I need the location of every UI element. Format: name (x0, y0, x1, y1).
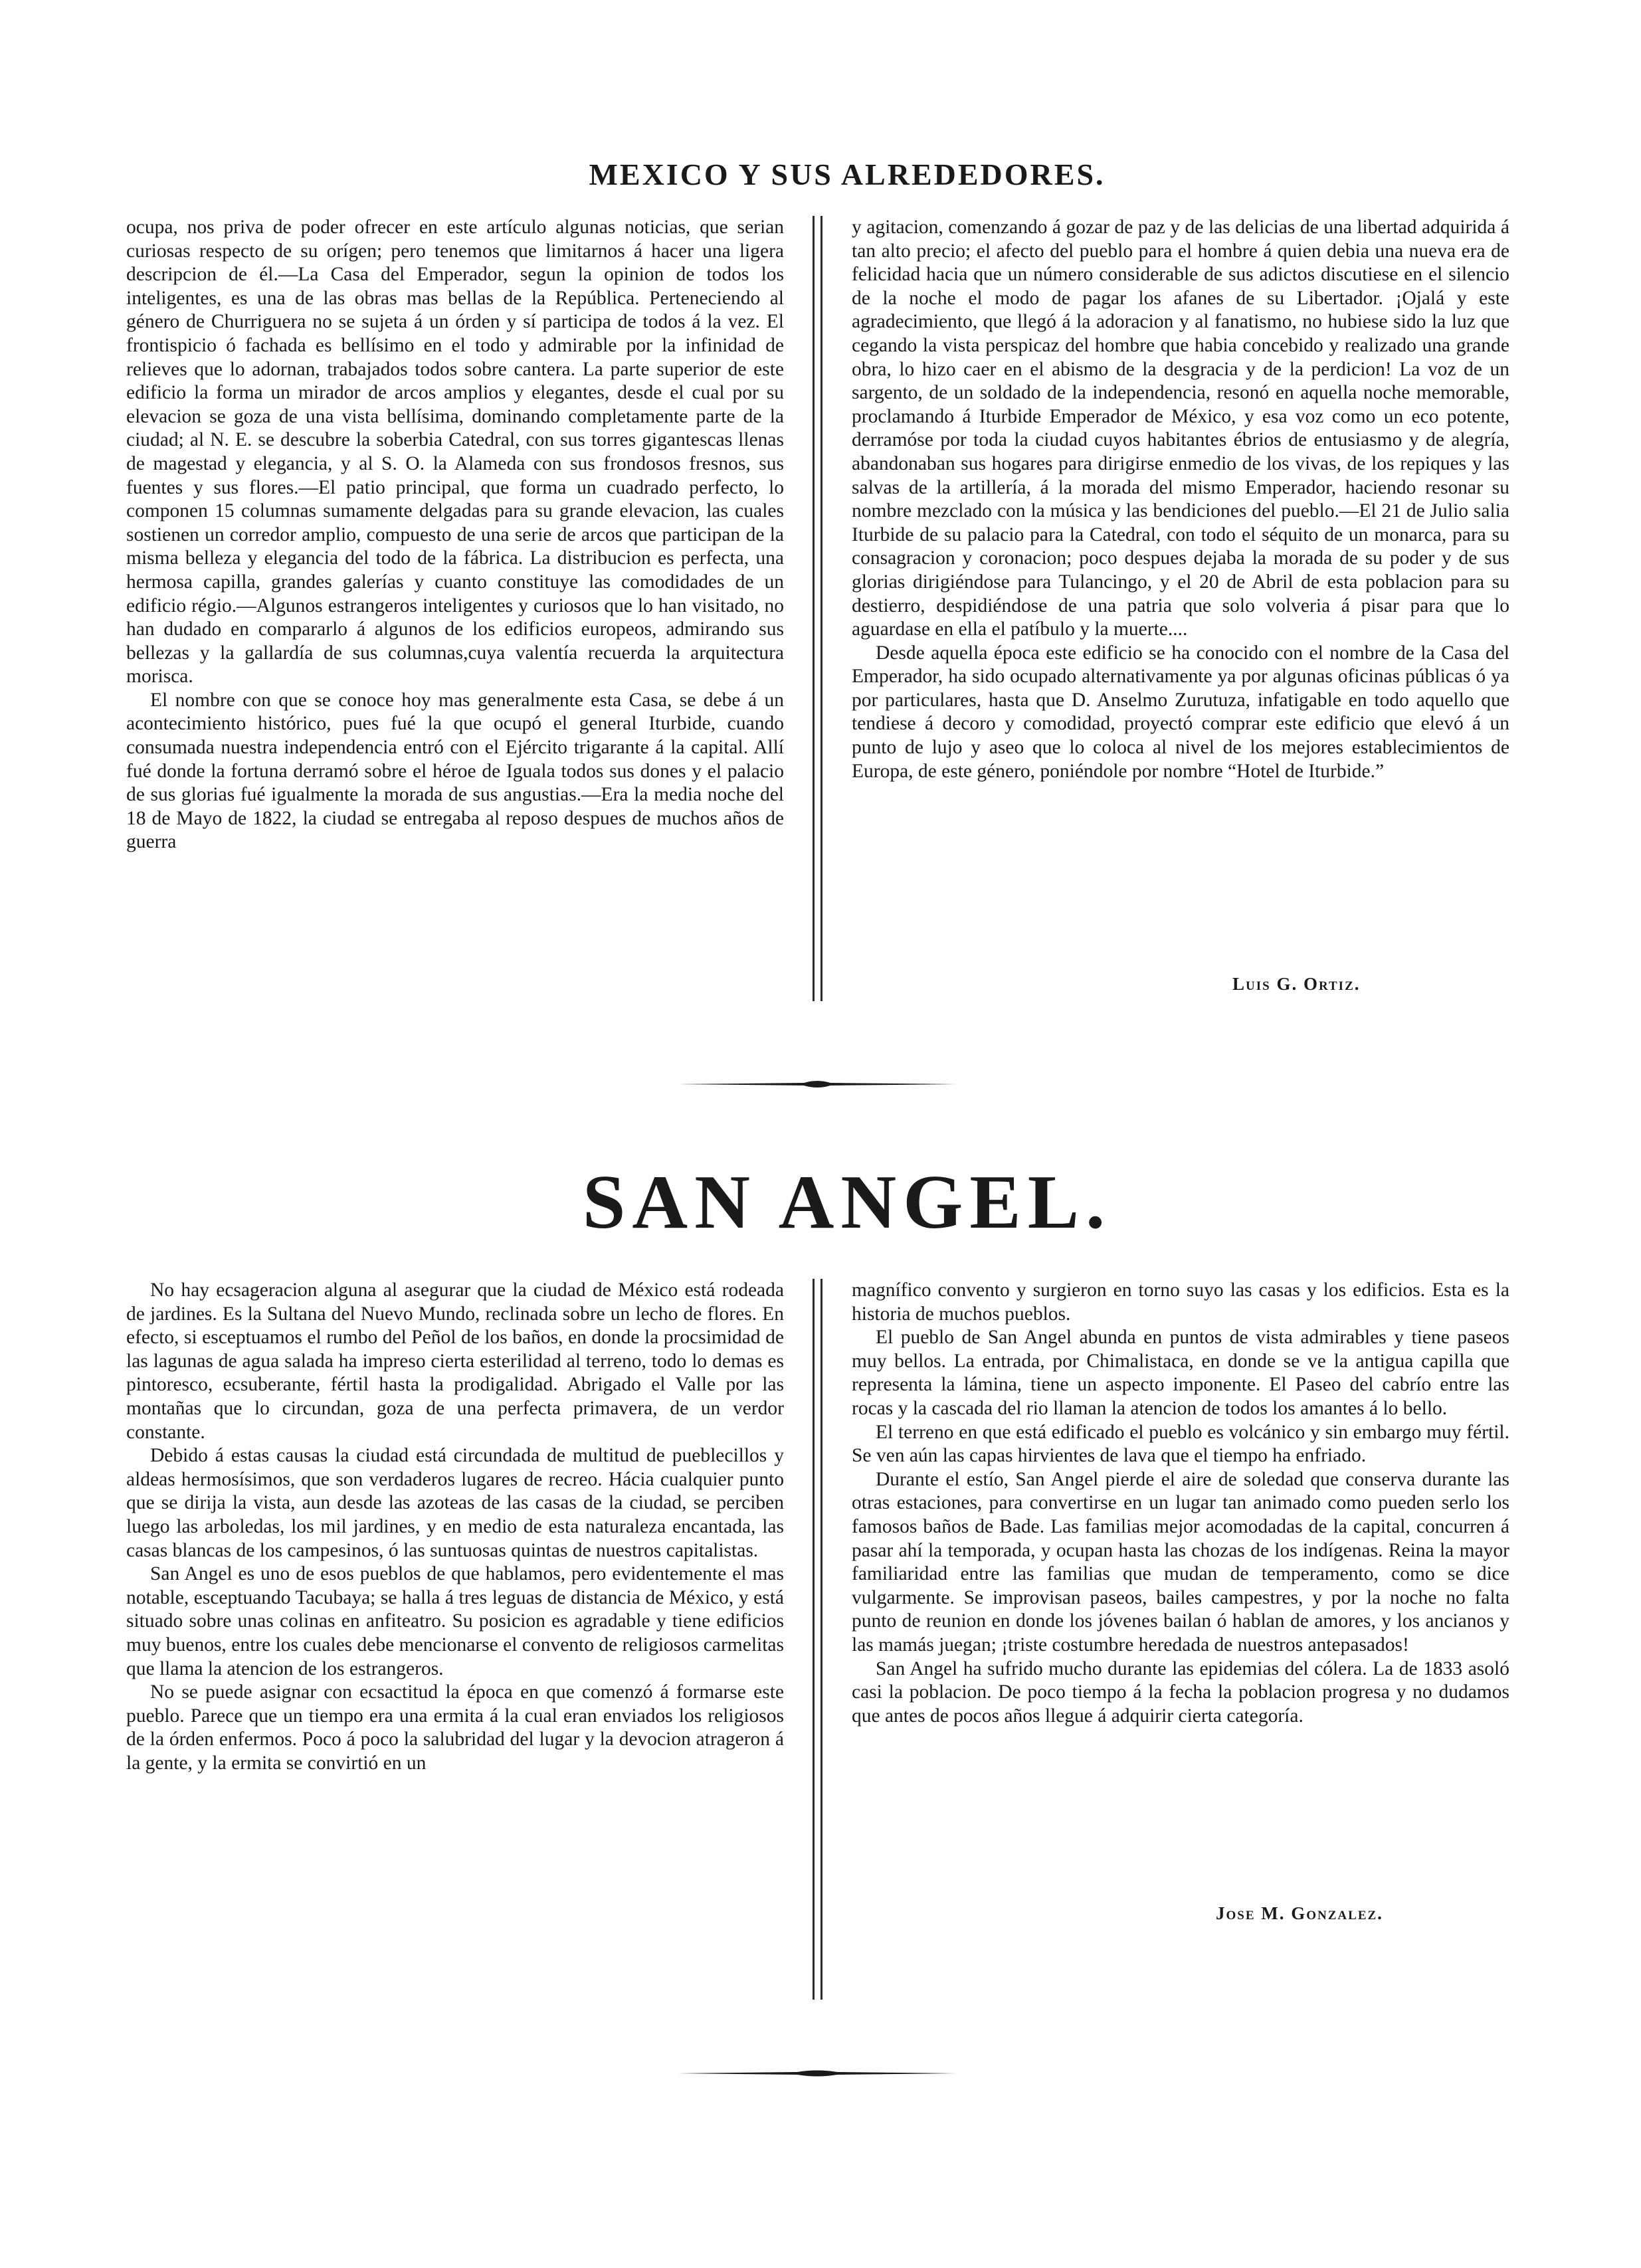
article2-right-paragraph: El terreno en que está edificado el pueblo es volcánico y sin embargo muy fértil. Se ven aún las capas hirvientes de lava que el tiempo ha enfriado. (852, 1421, 1509, 1467)
article2-signature: Jose M. Gonzalez. (1216, 1903, 1383, 1923)
ornament-divider (678, 1080, 957, 1088)
article2-right-paragraph: magnífico convento y surgieron en torno suyo las casas y los edificios. Esta es la historia de muchos pueblos. (852, 1279, 1509, 1325)
article2-left-paragraph: Debido á estas causas la ciudad está circundada de multitud de pueblecillos y aldeas hermosísimos, que son verdaderos lugares de recreo. Hácia cualquier punto que se dirija la vista, aun desde las azoteas de las casas de la ciudad, se perciben luego las arboledas, los mil jardines, y en medio de esta naturaleza encantada, las casas blancas de los campesinos, ó las suntuosas quintas de nuestros capitalistas. (126, 1445, 784, 1561)
article1-left-paragraph: El nombre con que se conoce hoy mas generalmente esta Casa, se debe á un acontecimiento histórico, pues fué la que ocupó el general Iturbide, cuando consumada nuestra independencia entró con el Ejército trigarante á la capital. Allí fué donde la fortuna derramó sobre el héroe de Iguala todos sus dones y el palacio de sus glorias fué igualmente la morada de sus angustias.—Era la media noche del 18 de Mayo de 1822, la ciudad se entregaba al reposo despues de muchos años de guerra (126, 689, 784, 853)
column-rule (813, 1279, 815, 2000)
ornament-divider (678, 2069, 957, 2077)
article-san-angel (126, 1279, 1508, 2000)
article2-right-paragraph: San Angel ha sufrido mucho durante las epidemias del cólera. La de 1833 asoló casi la poblacion. De poco tiempo á la fecha la poblacion progresa y no dudamos que antes de pocos años llegue á adquirir cierta categoría. (852, 1657, 1509, 1727)
article1-signature: Luis G. Ortiz. (1232, 974, 1361, 994)
article2-left-paragraph: No se puede asignar con ecsactitud la época en que comenzó á formarse este pueblo. Parece que un tiempo era una ermita á la cual eran enviados los religiosos de la órden enfermos. Poco á poco la salubridad del lugar y la devocion atrageron á la gente, y la ermita se convirtió en un (126, 1681, 784, 1774)
article1-right-paragraph: y agitacion, comenzando á gozar de paz y de las delicias de una libertad adquirida á tan alto precio; el afecto del pueblo para el hombre á quien debia una nueva era de felicidad hacia que un número considerable de sus adictos discutiese en el silencio de la noche el modo de pagar los afanes de su Libertador. ¡Ojalá y este agradecimiento, que llegó á la adoracion y al fanatismo, no hubiese sido la luz que cegando la vista perspicaz del hombre que habia concebido y realizado una grande obra, lo hizo caer en el abismo de la desgracia y de la perdicion! La voz de un sargento, de un soldado de la independencia, resonó en aquella noche memorable, proclamando á Iturbide Emperador de México, y esa voz como un eco potente, derramóse por toda la ciudad cuyos habitantes ébrios de entusiasmo y de alegría, abandonaban sus hogares para dirigirse enmedio de los vivas, de los repiques y las salvas de la artillería, á la morada del mismo Emperador, haciendo resonar su nombre mezclado con la música y las bendiciones del pueblo.—El 21 de Julio salia Iturbide de su palacio para la Catedral, con todo el séquito de un monarca, para su consagracion y coronacion; poco despues dejaba la morada de su poder y de sus glorias dirigiéndose para Tulancingo, y el 20 de Abril de esta poblacion para su destierro, despidiéndose de una patria que solo volveria á pisar para que lo aguardase en ella el patíbulo y la muerte.... (852, 217, 1509, 640)
running-head: MEXICO Y SUS ALREDEDORES. (589, 157, 1106, 191)
article2-left-paragraph: San Angel es uno de esos pueblos de que hablamos, pero evidentemente el mas notable, esceptuando Tacubaya; se halla á tres leguas de distancia de México, y está situado sobre unas colinas en anfiteatro. Su posicion es agradable y tiene edificios muy buenos, entre los cuales debe mencionarse el convento de religiosos carmelitas que llama la atencion de los estrangeros. (126, 1563, 784, 1679)
article-hotel-iturbide (126, 216, 1508, 1000)
article1-left-paragraph: ocupa, nos priva de poder ofrecer en este artículo algunas noticias, que serian curiosas respecto de su orígen; pero tenemos que limitarnos á hacer una ligera descripcion de él.—La Casa del Emperador, segun la opinion de todos los inteligentes, es una de las obras mas bellas de la República. Perteneciendo al género de Churriguera no se sujeta á un órden y sí participa de todos á la vez. El frontispicio ó fachada es bellísimo en el todo y admirable por la infinidad de relieves que lo adornan, trabajados todos sobre cantera. La parte superior de este edificio la forma un mirador de arcos amplios y elegantes, desde el cual por su elevacion se goza de una vista bellísima, dominando completamente parte de la ciudad; al N. E. se descubre la soberbia Catedral, con sus torres gigantescas llenas de magestad y elegancia, y al S. O. la Alameda con sus frondosos fresnos, sus fuentes y sus flores.—El patio principal, que forma un cuadrado perfecto, lo componen 15 columnas sumamente delgadas para su grande elevacion, las cuales sostienen un corredor amplio, compuesto de una serie de arcos que participan de la misma belleza y elegancia del todo de la fábrica. La distribucion es perfecta, una hermosa capilla, grandes galerías y cuanto constituye las comodidades de un edificio régio.—Algunos estrangeros inteligentes y curiosos que lo han visitado, no han dudado en compararlo á algunos de los edificios europeos, admirando sus bellezas y la gallardía de sus columnas,cuya valentía recuerda la arquitectura morisca. (126, 217, 784, 688)
article2-right-column (852, 1279, 1509, 1728)
article1-right-column (852, 216, 1509, 783)
article2-right-paragraph: Durante el estío, San Angel pierde el aire de soledad que conserva durante las otras estaciones, para convertirse en un lugar tan animado como pueden serlo los famosos baños de Bade. Las familias mejor acomodadas de la capital, concurren á pasar ahí la temporada, y ocupan hasta las chozas de los indígenas. Reina la mayor familiaridad entre las familias que mudan de temperamento, como se dice vulgarmente. Se improvisan paseos, bailes campestres, y por la noche no falta punto de reunion en donde los jóvenes bailan ó hablan de amores, y los ancianos y las mamás juegan; ¡triste costumbre heredada de nuestros antepasados! (852, 1468, 1509, 1655)
article1-right-paragraph: Desde aquella época este edificio se ha conocido con el nombre de la Casa del Emperador, ha sido ocupado alternativamente ya por algunas oficinas públicas ó ya por particulares, hasta que D. Anselmo Zurutuza, infatigable en todo aquello que tendiese á decoro y comodidad, proyectó comprar este edificio que elevó á un punto de lujo y aseo que lo coloca al nivel de los mejores establecimientos de Europa, de este género, poniéndole por nombre “Hotel de Iturbide.” (852, 642, 1509, 782)
column-rule (820, 216, 822, 1001)
article2-left-paragraph: No hay ecsageracion alguna al asegurar que la ciudad de México está rodeada de jardines. Es la Sultana del Nuevo Mundo, reclinada sobre un lecho de flores. En efecto, si esceptuamos el rumbo del Peñol de los baños, en donde la procsimidad de las lagunas de agua salada ha impreso cierta esterilidad al terreno, todo lo demas es pintoresco, ecsuberante, fértil hasta la prodigalidad. Abrigado el Valle por las montañas que lo circundan, goza de una perfecta primavera, de un verdor constante. (126, 1279, 784, 1443)
article2-right-paragraph: El pueblo de San Angel abunda en puntos de vista admirables y tiene paseos muy bellos. La entrada, por Chimalistaca, en donde se ve la antigua capilla que representa la lámina, tiene un aspecto imponente. El Paseo del cabrío entre las rocas y la cascada del rio llaman la atencion de todos los amantes á lo bello. (852, 1327, 1509, 1419)
article2-left-column (126, 1279, 784, 1775)
article2-title: SAN ANGEL. (582, 1160, 1112, 1245)
article1-left-column (126, 216, 784, 854)
column-rule (813, 216, 815, 1001)
column-rule (820, 1279, 822, 2000)
